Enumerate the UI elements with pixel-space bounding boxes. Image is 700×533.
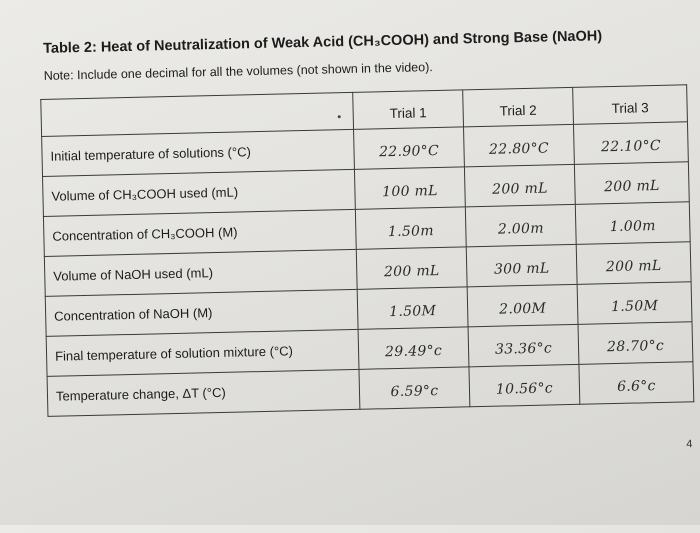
page-number: 4 xyxy=(686,438,693,451)
handwritten-value: 200 mL xyxy=(464,164,575,206)
row-label: Concentration of NaOH (M) xyxy=(45,289,358,336)
handwritten-value: 22.90°C xyxy=(354,127,465,169)
handwritten-value: 10.56°c xyxy=(469,364,580,406)
handwritten-value: 22.10°C xyxy=(573,122,688,165)
column-header-trial-2: Trial 2 xyxy=(463,87,574,126)
row-label: Concentration of CH₃COOH (M) xyxy=(43,209,356,256)
handwritten-value: 1.50M xyxy=(577,282,692,325)
table-title: Table 2: Heat of Neutralization of Weak Acid (CH₃COOH) and Strong Base (NaOH) xyxy=(42,28,603,57)
handwritten-value: 300 mL xyxy=(466,244,577,286)
handwritten-value: 28.70°c xyxy=(578,322,693,365)
row-label: Volume of NaOH used (mL) xyxy=(44,249,357,296)
row-label: Final temperature of solution mixture (°C) xyxy=(46,329,359,376)
handwritten-value: 22.80°C xyxy=(464,124,575,166)
handwritten-value: 6.59°c xyxy=(359,367,470,409)
neutralization-table xyxy=(40,84,694,417)
column-header-trial-3: Trial 3 xyxy=(573,85,688,125)
row-label: Volume of CH₃COOH used (mL) xyxy=(43,169,356,216)
column-header-trial-1: Trial 1 xyxy=(353,90,464,129)
handwritten-value: 2.00M xyxy=(467,284,578,326)
table-note: Note: Include one decimal for all the volumes (not shown in the video). xyxy=(43,60,433,83)
handwritten-value: 6.6°c xyxy=(579,362,694,405)
handwritten-value: 100 mL xyxy=(354,167,465,209)
handwritten-value: 200 mL xyxy=(576,242,691,285)
handwritten-value: 2.00m xyxy=(465,204,576,246)
row-label: Initial temperature of solutions (°C) xyxy=(42,129,355,176)
handwritten-value: 200 mL xyxy=(574,162,689,205)
pen-mark-dot xyxy=(338,115,341,118)
handwritten-value: 33.36°c xyxy=(468,324,579,366)
row-label: Temperature change, ΔT (°C) xyxy=(47,369,360,416)
handwritten-value: 29.49°c xyxy=(358,327,469,369)
handwritten-value: 1.50m xyxy=(355,207,466,249)
handwritten-value: 1.50M xyxy=(357,287,468,329)
handwritten-value: 1.00m xyxy=(575,202,690,245)
handwritten-value: 200 mL xyxy=(356,247,467,289)
